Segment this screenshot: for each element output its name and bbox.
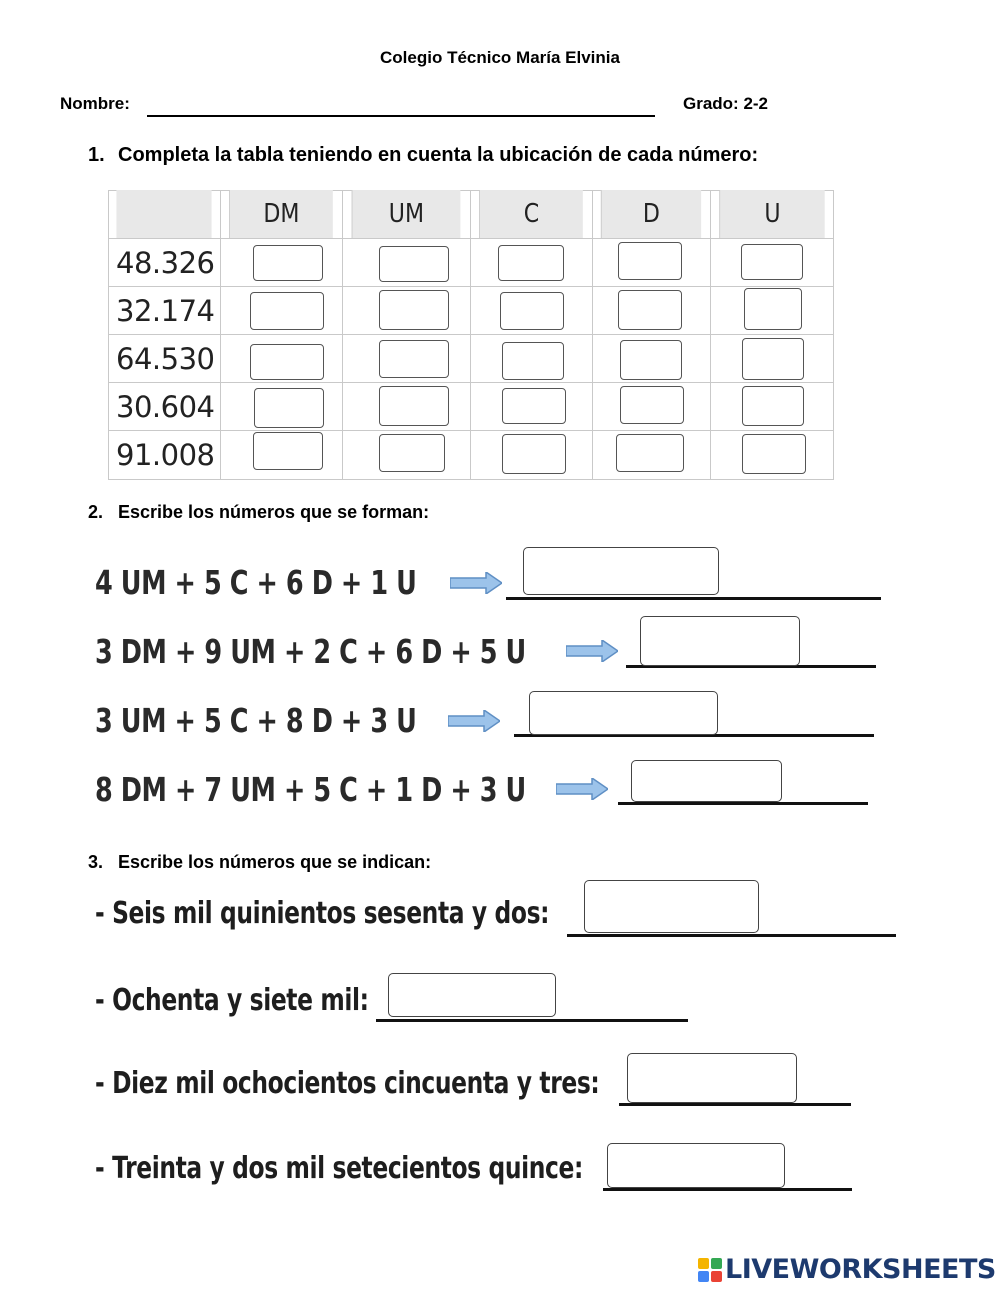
answer-box-r2-d[interactable] bbox=[618, 290, 682, 330]
column-header-um: UM bbox=[352, 190, 461, 238]
expression-2: 3 DM + 9 UM + 2 C + 6 D + 5 U bbox=[95, 632, 526, 671]
answer-line-4 bbox=[618, 802, 868, 805]
row-number-2: 32.174 bbox=[116, 294, 215, 328]
answer-line-7 bbox=[619, 1103, 851, 1106]
answer-box-r5-u[interactable] bbox=[742, 434, 806, 474]
answer-box-r3-c[interactable] bbox=[502, 342, 564, 380]
q3-number: 3. bbox=[88, 852, 104, 872]
answer-box-r3-dm[interactable] bbox=[250, 344, 324, 380]
answer-box-r3-um[interactable] bbox=[379, 340, 449, 378]
answer-box-r2-u[interactable] bbox=[744, 288, 802, 330]
school-name: Colegio Técnico María Elvinia bbox=[380, 48, 620, 67]
arrow-right-icon bbox=[566, 640, 618, 662]
expression-4: 8 DM + 7 UM + 5 C + 1 D + 3 U bbox=[95, 770, 526, 809]
answer-box-r5-dm[interactable] bbox=[253, 432, 323, 470]
place-value-table bbox=[108, 190, 834, 480]
written-number-3: - Diez mil ochocientos cincuenta y tres: bbox=[95, 1066, 600, 1101]
row-number-5: 91.008 bbox=[116, 438, 215, 472]
answer-box-r1-d[interactable] bbox=[618, 242, 682, 280]
brand-name: LIVEWORKSHEETS bbox=[725, 1254, 996, 1285]
q1-title: Completa la tabla teniendo en cuenta la ubicación de cada número: bbox=[118, 144, 759, 166]
q2-title: Escribe los números que se forman: bbox=[118, 502, 430, 522]
answer-line-6 bbox=[376, 1019, 688, 1022]
answer-box-r2-dm[interactable] bbox=[250, 292, 324, 330]
answer-box-r5-c[interactable] bbox=[502, 434, 566, 474]
answer-box-expression-2[interactable] bbox=[640, 616, 800, 666]
answer-box-expression-1[interactable] bbox=[523, 547, 719, 595]
arrow-right-icon bbox=[450, 572, 502, 594]
answer-box-r3-u[interactable] bbox=[742, 338, 804, 380]
answer-line-5 bbox=[567, 934, 896, 937]
answer-box-r2-c[interactable] bbox=[500, 292, 564, 330]
answer-box-r1-um[interactable] bbox=[379, 246, 449, 282]
answer-box-r4-dm[interactable] bbox=[254, 388, 324, 428]
answer-line-8 bbox=[603, 1188, 852, 1191]
column-header-u: U bbox=[719, 190, 824, 238]
answer-box-r5-d[interactable] bbox=[616, 434, 684, 472]
answer-box-r1-dm[interactable] bbox=[253, 245, 323, 281]
table-corner-cell bbox=[116, 190, 211, 238]
answer-box-r4-c[interactable] bbox=[502, 388, 566, 424]
arrow-right-icon bbox=[556, 778, 608, 800]
written-number-1: - Seis mil quinientos sesenta y dos: bbox=[95, 896, 550, 931]
answer-box-written-3[interactable] bbox=[627, 1053, 797, 1103]
answer-box-r5-um[interactable] bbox=[379, 434, 445, 472]
written-number-4: - Treinta y dos mil setecientos quince: bbox=[95, 1151, 583, 1186]
written-number-2: - Ochenta y siete mil: bbox=[95, 983, 369, 1018]
answer-line-1 bbox=[506, 597, 881, 600]
answer-box-r4-u[interactable] bbox=[742, 386, 804, 426]
answer-box-r4-um[interactable] bbox=[379, 386, 449, 426]
column-header-d: D bbox=[601, 190, 701, 238]
name-answer-line[interactable] bbox=[147, 115, 655, 117]
name-label: Nombre: bbox=[60, 94, 130, 113]
answer-box-expression-3[interactable] bbox=[529, 691, 718, 735]
grade-label: Grado: 2-2 bbox=[683, 94, 769, 113]
answer-box-r1-c[interactable] bbox=[498, 245, 564, 281]
answer-box-written-2[interactable] bbox=[388, 973, 556, 1017]
liveworksheets-logo bbox=[697, 1254, 996, 1285]
expression-1: 4 UM + 5 C + 6 D + 1 U bbox=[95, 563, 417, 602]
row-number-3: 64.530 bbox=[116, 342, 215, 376]
expression-3: 3 UM + 5 C + 8 D + 3 U bbox=[95, 701, 417, 740]
answer-box-written-4[interactable] bbox=[607, 1143, 785, 1188]
liveworksheets-logo-icon bbox=[697, 1257, 723, 1283]
answer-box-r2-um[interactable] bbox=[379, 290, 449, 330]
answer-box-r1-u[interactable] bbox=[741, 244, 803, 280]
answer-box-r4-d[interactable] bbox=[620, 386, 684, 424]
answer-box-written-1[interactable] bbox=[584, 880, 759, 933]
answer-box-expression-4[interactable] bbox=[631, 760, 782, 802]
arrow-right-icon bbox=[448, 710, 500, 732]
row-number-1: 48.326 bbox=[116, 246, 215, 280]
answer-box-r3-d[interactable] bbox=[620, 340, 682, 380]
q3-title: Escribe los números que se indican: bbox=[118, 852, 432, 872]
q1-number: 1. bbox=[88, 144, 105, 166]
q2-number: 2. bbox=[88, 502, 104, 522]
column-header-dm: DM bbox=[229, 190, 333, 238]
column-header-c: C bbox=[479, 190, 583, 238]
row-number-4: 30.604 bbox=[116, 390, 215, 424]
